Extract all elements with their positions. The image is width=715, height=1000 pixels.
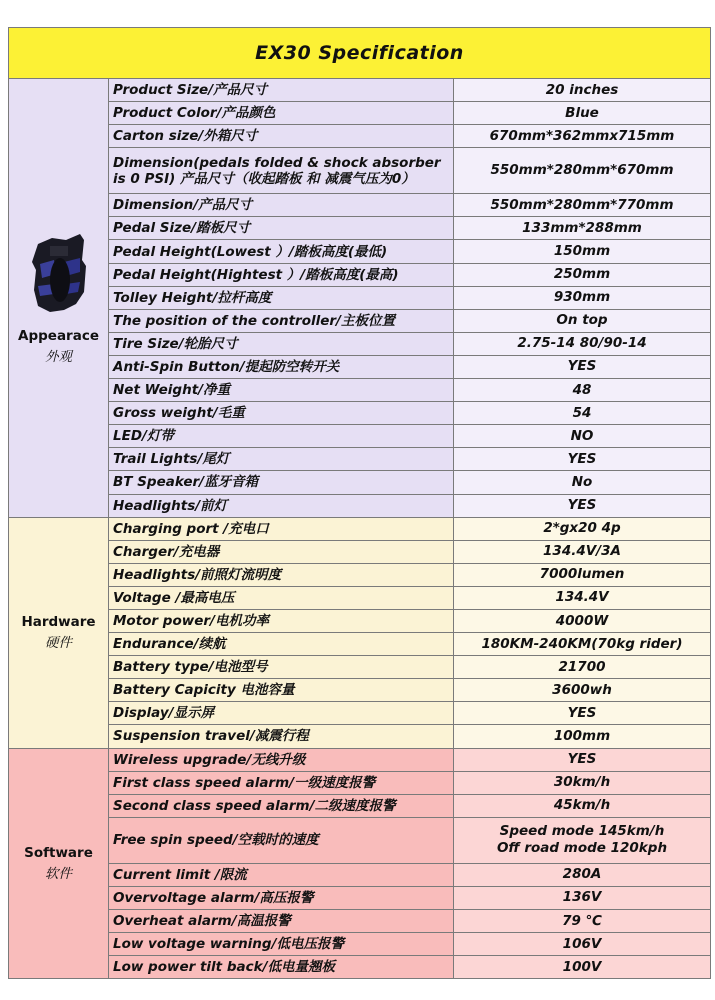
spec-value xyxy=(454,517,711,540)
spec-value xyxy=(454,379,711,402)
spec-label: Suspension travel/减震行程 xyxy=(109,725,454,748)
spec-value-line: 180KM-240KM(70kg rider) xyxy=(481,635,683,652)
spec-label: Headlights/前照灯流明度 xyxy=(109,563,454,586)
spec-value-line: 134.4V/3A xyxy=(543,543,621,560)
table-row xyxy=(9,494,711,517)
spec-value-line: 250mm xyxy=(553,266,611,283)
spec-value xyxy=(454,309,711,332)
table-row xyxy=(9,194,711,217)
table-row xyxy=(9,794,711,817)
spec-label: The position of the controller/主板位置 xyxy=(109,309,454,332)
spec-value xyxy=(454,748,711,771)
table-row xyxy=(9,402,711,425)
spec-label: Low power tilt back/低电量翘板 xyxy=(109,956,454,979)
spec-value xyxy=(454,494,711,517)
spec-label: Battery Capicity 电池容量 xyxy=(109,679,454,702)
spec-value xyxy=(454,656,711,679)
spec-value xyxy=(454,332,711,355)
spec-value-line: 2.75-14 80/90-14 xyxy=(517,335,647,352)
spec-value xyxy=(454,817,711,863)
table-row xyxy=(9,702,711,725)
table-row xyxy=(9,102,711,125)
spec-value-line: Off road mode 120kph xyxy=(496,840,668,857)
table-row xyxy=(9,148,711,194)
table-row xyxy=(9,817,711,863)
spec-value xyxy=(454,679,711,702)
table-row xyxy=(9,910,711,933)
table-row xyxy=(9,771,711,794)
spec-label: First class speed alarm/一级速度报警 xyxy=(109,771,454,794)
spec-label: Low voltage warning/低电压报警 xyxy=(109,933,454,956)
table-row xyxy=(9,956,711,979)
spec-label: Overheat alarm/高温报警 xyxy=(109,910,454,933)
spec-value xyxy=(454,263,711,286)
spec-value xyxy=(454,448,711,471)
spec-value-line: No xyxy=(571,473,593,490)
spec-value-line: 280A xyxy=(562,866,602,883)
spec-value-line: 106V xyxy=(562,935,602,952)
spec-value-line: 54 xyxy=(572,404,592,421)
spec-value-line: 30km/h xyxy=(553,774,611,791)
spec-label: Charger/充电器 xyxy=(109,540,454,563)
spec-label: Overvoltage alarm/高压报警 xyxy=(109,886,454,909)
table-row xyxy=(9,609,711,632)
spec-value-line: YES xyxy=(567,450,597,467)
spec-value xyxy=(454,79,711,102)
spec-value xyxy=(454,609,711,632)
spec-label: Current limit /限流 xyxy=(109,863,454,886)
section-hardware xyxy=(9,517,109,748)
spec-label: Voltage /最高电压 xyxy=(109,586,454,609)
section-name-en: Appearace xyxy=(18,328,99,345)
table-row xyxy=(9,309,711,332)
spec-value-line: 550mm*280mm*770mm xyxy=(490,196,674,213)
spec-value xyxy=(454,956,711,979)
spec-value xyxy=(454,471,711,494)
spec-label: Second class speed alarm/二级速度报警 xyxy=(109,794,454,817)
spec-label: LED/灯带 xyxy=(109,425,454,448)
spec-label: Pedal Height(Hightest ）/踏板高度(最高) xyxy=(109,263,454,286)
spec-value-line: Blue xyxy=(565,104,599,121)
spec-label: Wireless upgrade/无线升级 xyxy=(109,748,454,771)
spec-value-line: YES xyxy=(567,358,597,375)
table-row xyxy=(9,217,711,240)
spec-label: Display/显示屏 xyxy=(109,702,454,725)
spec-label: Motor power/电机功率 xyxy=(109,609,454,632)
spec-value-line: On top xyxy=(556,312,608,329)
spec-value xyxy=(454,102,711,125)
spec-value xyxy=(454,725,711,748)
spec-value xyxy=(454,863,711,886)
spec-value xyxy=(454,771,711,794)
section-appearance xyxy=(9,79,109,518)
spec-value xyxy=(454,933,711,956)
table-row xyxy=(9,933,711,956)
spec-value-line: 79 ℃ xyxy=(562,912,602,929)
table-row xyxy=(9,332,711,355)
spec-value xyxy=(454,286,711,309)
spec-label: Charging port /充电口 xyxy=(109,517,454,540)
spec-value-line: 4000W xyxy=(555,612,609,629)
spec-value xyxy=(454,125,711,148)
spec-value-line: YES xyxy=(567,751,597,768)
spec-value xyxy=(454,563,711,586)
section-name-zh: 软件 xyxy=(45,865,72,882)
spec-value xyxy=(454,402,711,425)
spec-label: Product Size/产品尺寸 xyxy=(109,79,454,102)
spec-value xyxy=(454,425,711,448)
table-row xyxy=(9,656,711,679)
spec-label: Pedal Height(Lowest ）/踏板高度(最低) xyxy=(109,240,454,263)
spec-value-line: 930mm xyxy=(553,289,611,306)
table-row xyxy=(9,586,711,609)
spec-value xyxy=(454,586,711,609)
table-row xyxy=(9,355,711,378)
table-row xyxy=(9,563,711,586)
spec-label: Trail Lights/尾灯 xyxy=(109,448,454,471)
section-software xyxy=(9,748,109,979)
spec-value-line: 48 xyxy=(572,381,592,398)
spec-value-line: 20 inches xyxy=(545,81,619,98)
spec-label: Pedal Size/踏板尺寸 xyxy=(109,217,454,240)
spec-label: Headlights/前灯 xyxy=(109,494,454,517)
spec-label: BT Speaker/蓝牙音箱 xyxy=(109,471,454,494)
spec-value xyxy=(454,194,711,217)
spec-value-line: 136V xyxy=(562,889,602,906)
spec-value-line: YES xyxy=(567,704,597,721)
spec-value-line: 3600wh xyxy=(552,681,612,698)
spec-value-line: 2*gx20 4p xyxy=(543,520,621,537)
section-name-zh: 硬件 xyxy=(45,635,72,652)
spec-label: Net Weight/净重 xyxy=(109,379,454,402)
spec-value xyxy=(454,633,711,656)
spec-value xyxy=(454,240,711,263)
table-row xyxy=(9,540,711,563)
spec-value-line: 670mm*362mmx715mm xyxy=(489,127,675,144)
spec-table xyxy=(8,27,711,979)
table-row xyxy=(9,79,711,102)
spec-value xyxy=(454,148,711,194)
section-name-en: Software xyxy=(24,844,93,861)
spec-value xyxy=(454,702,711,725)
spec-label: Endurance/续航 xyxy=(109,633,454,656)
table-row xyxy=(9,379,711,402)
spec-value xyxy=(454,540,711,563)
spec-value-line: NO xyxy=(570,427,594,444)
spec-value-line: 100V xyxy=(562,958,602,975)
spec-value-line: 550mm*280mm*670mm xyxy=(490,162,674,179)
spec-label: Battery type/电池型号 xyxy=(109,656,454,679)
spec-label: Anti-Spin Button/提起防空转开关 xyxy=(109,355,454,378)
spec-value xyxy=(454,794,711,817)
page-title: EX30 Specification xyxy=(9,28,711,79)
section-name-zh: 外观 xyxy=(45,349,72,366)
table-row xyxy=(9,263,711,286)
spec-value xyxy=(454,355,711,378)
section-name-en: Hardware xyxy=(21,614,96,631)
table-row xyxy=(9,633,711,656)
table-row xyxy=(9,425,711,448)
unicycle-product-photo xyxy=(24,230,94,320)
spec-label: Carton size/外箱尺寸 xyxy=(109,125,454,148)
spec-label: Product Color/产品颜色 xyxy=(109,102,454,125)
spec-label: Tolley Height/拉杆高度 xyxy=(109,286,454,309)
table-row xyxy=(9,471,711,494)
spec-value xyxy=(454,217,711,240)
spec-value-line: 134.4V xyxy=(555,589,609,606)
spec-value xyxy=(454,910,711,933)
table-row xyxy=(9,240,711,263)
spec-label: Dimension/产品尺寸 xyxy=(109,194,454,217)
spec-value-line: 150mm xyxy=(553,243,611,260)
table-row xyxy=(9,125,711,148)
spec-label: Gross weight/毛重 xyxy=(109,402,454,425)
table-row xyxy=(9,886,711,909)
spec-value-line: 100mm xyxy=(553,727,611,744)
spec-value-line: 21700 xyxy=(558,658,606,675)
spec-value-line: 7000lumen xyxy=(539,566,625,583)
table-row xyxy=(9,748,711,771)
spec-value-line: 45km/h xyxy=(553,797,611,814)
spec-label: Dimension(pedals folded & shock absorber is 0 PSI) 产品尺寸（收起踏板 和 减震气压为0） xyxy=(109,148,454,194)
table-row xyxy=(9,286,711,309)
spec-label: Free spin speed/空载时的速度 xyxy=(109,817,454,863)
spec-value-line: YES xyxy=(567,497,597,514)
table-row xyxy=(9,517,711,540)
table-row xyxy=(9,679,711,702)
spec-value xyxy=(454,886,711,909)
table-row xyxy=(9,863,711,886)
table-row xyxy=(9,448,711,471)
spec-value-line: 133mm*288mm xyxy=(522,219,642,236)
spec-label: Tire Size/轮胎尺寸 xyxy=(109,332,454,355)
spec-value-line: Speed mode 145km/h xyxy=(499,823,665,840)
table-row xyxy=(9,725,711,748)
